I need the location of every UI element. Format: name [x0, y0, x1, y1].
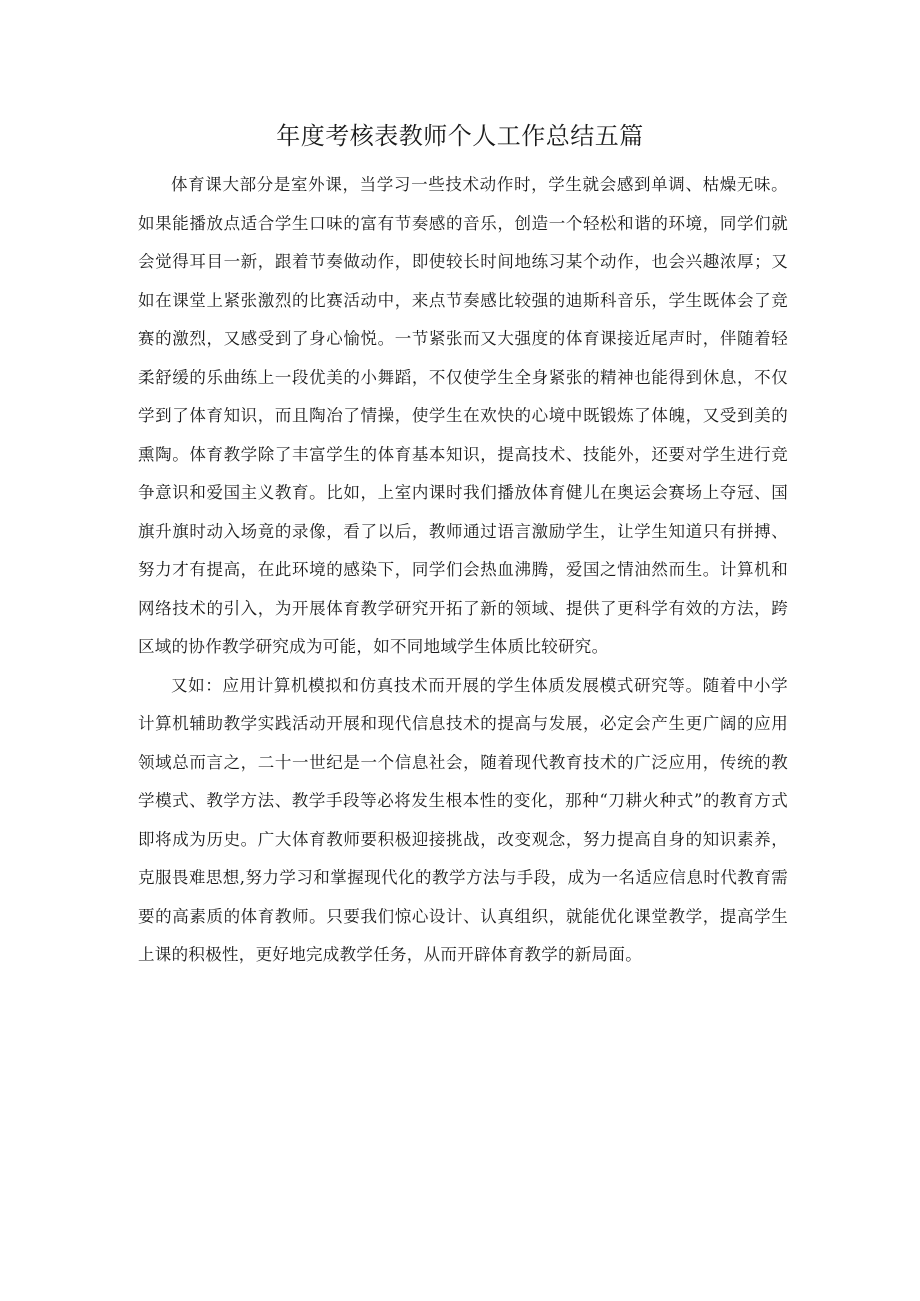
paragraph-2: 又如：应用计算机模拟和仿真技术而开展的学生体质发展模式研究等。随着中小学计算机辅助教学实践活动开展和现代信息技术的提高与发展，必定会产生更广阔的应用领域总而言之，二十一世纪是一个信息社会，随着现代教育技术的广泛应用，传统的教学模式、教学方法、教学手段等必将发生根本性的变化，那种“刀耕火种式”的教育方式即将成为历史。广大体育教师要积极迎接挑战，改变观念，努力提高自身的知识素养，克服畏难思想,努力学习和掌握现代化的教学方法与手段，成为一名适应信息时代教育需要的高素质的体育教师。只要我们惊心设计、认真组织，就能优化课堂教学，提高学生上课的积极性，更好地完成教学任务，从而开辟体育教学的新局面。: [138, 675, 788, 964]
document-title: 年度考核表教师个人工作总结五篇: [276, 122, 644, 150]
paragraph-1: 体育课大部分是室外课，当学习一些技术动作时，学生就会感到单调、枯燥无味。如果能播放点适合学生口味的富有节奏感的音乐，创造一个轻松和谐的环境，同学们就会觉得耳目一新，跟着节奏做动作，即使较长时间地练习某个动作，也会兴趣浓厚；又如在课堂上紧张激烈的比赛活动中，来点节奏感比较强的迪斯科音乐，学生既体会了竞赛的激烈，又感受到了身心愉悦。一节紧张而又大强度的体育课接近尾声时，伴随着轻柔舒缓的乐曲练上一段优美的小舞蹈，不仅使学生全身紧张的精神也能得到休息，不仅学到了体育知识，而且陶冶了情操，使学生在欢快的心境中既锻炼了体魄，又受到美的熏陶。体育教学除了丰富学生的体育基本知识，提高技术、技能外，还要对学生进行竞争意识和爱国主义教育。比如，上室内课时我们播放体育健儿在奥运会赛场上夺冠、国旗升旗时动入场竟的录像，看了以后，教师通过语言激励学生，让学生知道只有拼搏、努力才有提高，在此环境的感染下，同学们会热血沸腾，爱国之情油然而生。计算机和网络技术的引入，为开展体育教学研究开拓了新的领域、提供了更科学有效的方法，跨区域的协作教学研究成为可能，如不同地域学生体质比较研究。: [138, 175, 788, 656]
document-body: [138, 166, 788, 975]
